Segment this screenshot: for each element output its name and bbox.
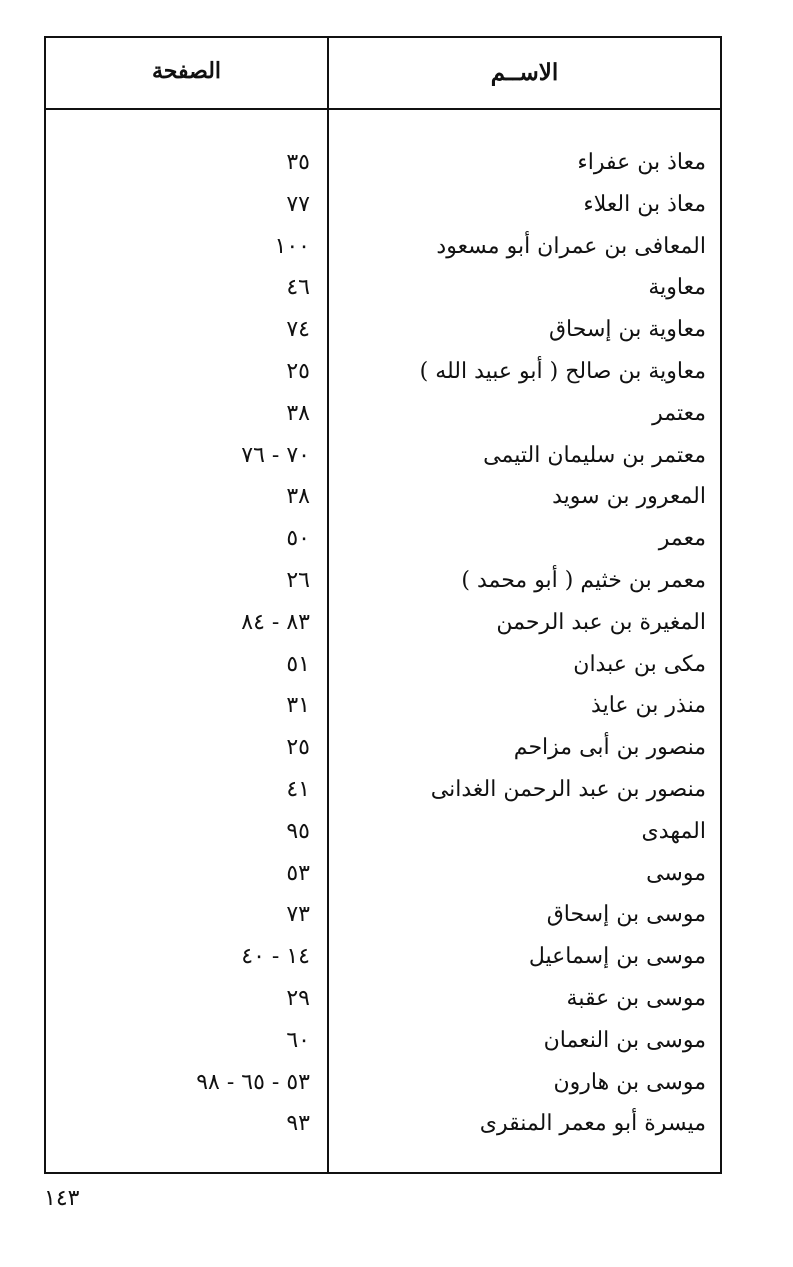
table-row (46, 560, 720, 602)
entry-name: موسى بن إسماعيل (528, 944, 706, 970)
entry-name: مكى بن عبدان (573, 651, 706, 677)
table-row (46, 435, 720, 477)
entry-pages: ١٤ - ٤٠ (241, 944, 310, 970)
entry-pages: ٥٣ (286, 860, 310, 886)
table-row (46, 351, 720, 393)
entry-pages: ٣١ (286, 693, 310, 719)
table-row (46, 685, 720, 727)
entry-name: منصور بن عبد الرحمن الغدانى (430, 776, 706, 802)
table-row (46, 894, 720, 936)
entry-name: معمر بن خثيم ( أبو محمد ) (461, 567, 706, 593)
table-row (46, 727, 720, 769)
entry-name: موسى بن هارون (553, 1069, 706, 1095)
entry-pages: ٣٨ (286, 400, 310, 426)
entry-pages: ٢٩ (286, 985, 310, 1011)
entry-name: معتمر بن سليمان التيمى (483, 442, 706, 468)
entry-pages: ٣٥ (286, 150, 310, 175)
entry-name: موسى بن إسحاق (546, 902, 706, 928)
page-number: ١٤٣ (44, 1186, 80, 1211)
table-row (46, 476, 720, 518)
table-row (46, 644, 720, 686)
entry-name: المهدى (641, 818, 706, 844)
entry-name: المعافى بن عمران أبو مسعود (436, 233, 706, 259)
entry-pages: ٤٦ (286, 275, 310, 301)
table-body (46, 142, 720, 1145)
entry-name: منصور بن أبى مزاحم (513, 735, 706, 761)
table-row (46, 602, 720, 644)
entry-name: معاوية (648, 275, 706, 301)
entry-name: ميسرة أبو معمر المنقرى (479, 1111, 706, 1137)
table-row (46, 226, 720, 268)
entry-name: معتمر (652, 400, 706, 426)
header-page: الصفحة (151, 58, 222, 84)
entry-name: منذر بن عايذ (591, 693, 706, 719)
entry-name: موسى بن عقبة (566, 985, 706, 1011)
table-row (46, 978, 720, 1020)
table-row (46, 1020, 720, 1062)
table-row (46, 518, 720, 560)
table-row (46, 853, 720, 895)
table-row (46, 1062, 720, 1104)
entry-name: معاذ بن العلاء (583, 191, 706, 217)
index-table (44, 36, 722, 1174)
entry-pages: ٧٤ (286, 317, 310, 343)
entry-pages: ٩٣ (286, 1111, 310, 1137)
entry-pages: ١٠٠ (274, 233, 310, 259)
table-header (46, 38, 720, 110)
entry-pages: ٥٠ (286, 526, 310, 552)
entry-pages: ٥١ (286, 651, 310, 677)
entry-pages: ٧٣ (286, 902, 310, 928)
entry-pages: ٧٠ - ٧٦ (241, 442, 310, 468)
entry-name: المعرور بن سويد (552, 484, 706, 510)
table-row (46, 936, 720, 978)
header-name: الاســم (490, 59, 559, 86)
table-row (46, 309, 720, 351)
entry-name: المغيرة بن عبد الرحمن (496, 609, 706, 635)
table-row (46, 393, 720, 435)
entry-name: معمر (658, 526, 706, 552)
table-row (46, 769, 720, 811)
entry-pages: ٨٣ - ٨٤ (241, 609, 310, 635)
entry-pages: ٥٣ - ٦٥ - ٩٨ (196, 1069, 310, 1095)
entry-pages: ٤١ (286, 776, 310, 802)
entry-name: معاوية بن إسحاق (548, 317, 706, 343)
entry-name: معاوية بن صالح ( أبو عبيد الله ) (419, 358, 706, 384)
entry-pages: ٣٨ (286, 484, 310, 510)
table-row (46, 184, 720, 226)
table-row (46, 811, 720, 853)
entry-pages: ٩٥ (286, 818, 310, 844)
entry-pages: ٧٧ (286, 191, 310, 217)
table-row (46, 1103, 720, 1145)
table-row (46, 267, 720, 309)
entry-name: معاذ بن عفراء (577, 150, 706, 175)
entry-pages: ٢٦ (286, 567, 310, 593)
table-row (46, 142, 720, 184)
entry-name: موسى بن النعمان (543, 1027, 706, 1053)
entry-pages: ٢٥ (286, 358, 310, 384)
entry-pages: ٢٥ (286, 735, 310, 761)
entry-pages: ٦٠ (286, 1027, 310, 1053)
entry-name: موسى (646, 860, 706, 886)
